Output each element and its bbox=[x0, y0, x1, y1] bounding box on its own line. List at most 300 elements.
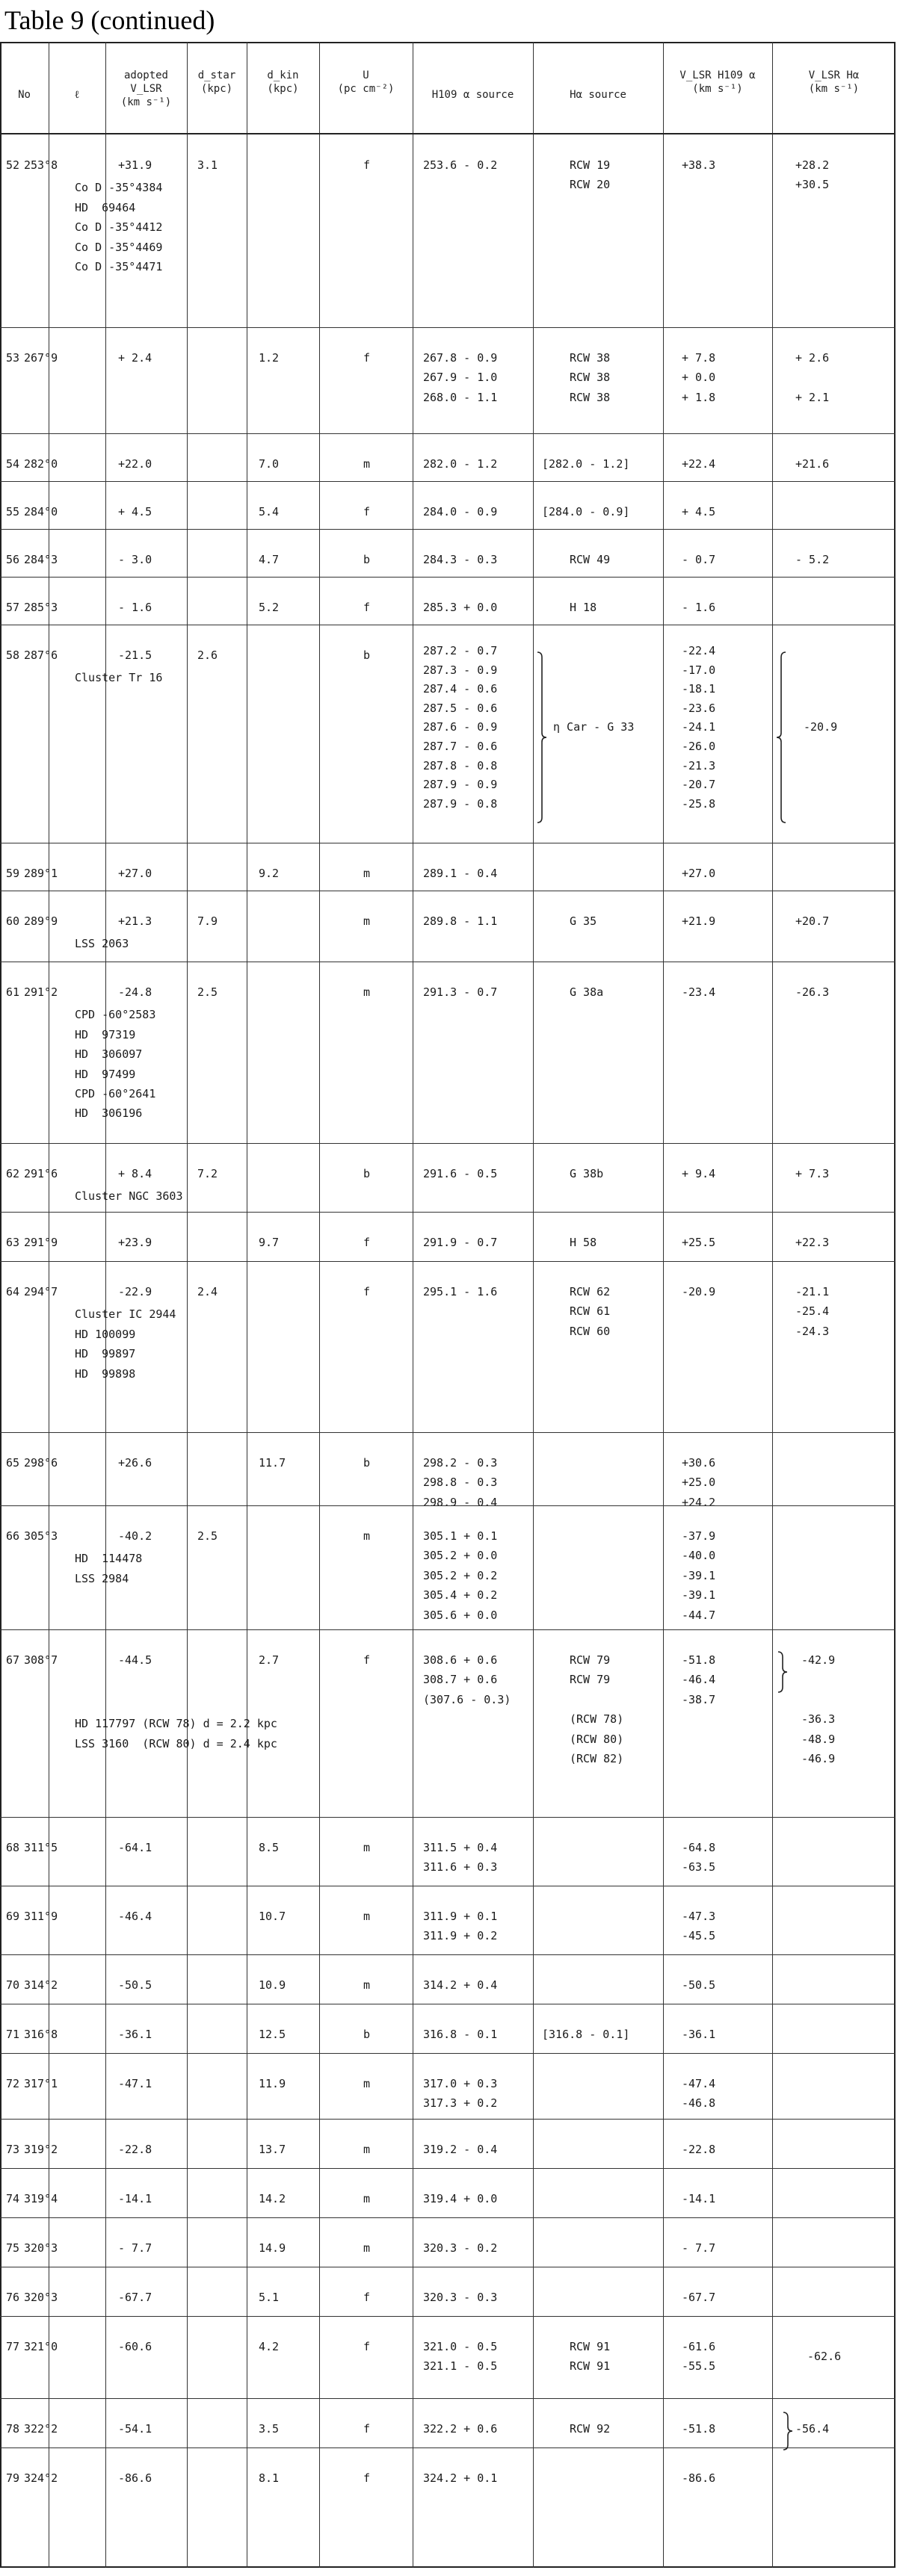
kinematic-distance: 9.7 bbox=[259, 1236, 280, 1249]
halpha-source: RCW 79 bbox=[570, 1673, 611, 1687]
star-identifier: HD 306097 bbox=[75, 1047, 143, 1062]
halpha-velocity: -42.9 bbox=[801, 1653, 836, 1667]
row-divider bbox=[0, 327, 896, 328]
h109-velocity: + 7.8 bbox=[682, 351, 716, 365]
halpha-velocity: +22.3 bbox=[795, 1236, 830, 1249]
adopted-velocity: -46.4 bbox=[118, 1910, 152, 1923]
h109-source: 287.9 - 0.9 bbox=[423, 778, 498, 792]
h109-velocity: -44.7 bbox=[682, 1608, 716, 1622]
h109-source: 268.0 - 1.1 bbox=[423, 390, 498, 404]
star-identifier: Co D -35°4471 bbox=[75, 259, 163, 273]
galactic-longitude: 319°4 bbox=[24, 2192, 58, 2205]
h109-velocity: -47.4 bbox=[682, 2077, 716, 2090]
h109-velocity: -50.5 bbox=[682, 1978, 716, 1992]
halpha-velocity: - 5.2 bbox=[795, 553, 830, 566]
halpha-velocity: + 7.3 bbox=[795, 1167, 830, 1180]
h109-source: 311.5 + 0.4 bbox=[423, 1841, 498, 1854]
galactic-longitude: 287°6 bbox=[24, 648, 58, 662]
h109-source: 291.6 - 0.5 bbox=[423, 1167, 498, 1180]
halpha-source: RCW 38 bbox=[570, 390, 611, 404]
h109-source: 322.2 + 0.6 bbox=[423, 2422, 498, 2436]
h109-source: 320.3 - 0.3 bbox=[423, 2291, 498, 2304]
row-number: 60 bbox=[6, 914, 20, 928]
h109-source: 267.9 - 1.0 bbox=[423, 371, 498, 385]
halpha-source: η Car - G 33 bbox=[553, 720, 635, 734]
adopted-velocity: -22.9 bbox=[118, 1285, 152, 1298]
h109-velocity: -47.3 bbox=[682, 1910, 716, 1923]
h109-velocity: - 0.7 bbox=[682, 553, 716, 566]
halpha-source: RCW 60 bbox=[570, 1324, 611, 1338]
h109-source: 321.1 - 0.5 bbox=[423, 2359, 498, 2374]
star-identifier: Cluster NGC 3603 bbox=[75, 1189, 183, 1204]
h109-velocity: -20.9 bbox=[682, 1285, 716, 1298]
header-u: U (pc cm⁻²) bbox=[337, 69, 395, 95]
h109-velocity: -39.1 bbox=[682, 1588, 716, 1603]
h109-velocity: -26.0 bbox=[682, 740, 716, 753]
excitation-parameter: f bbox=[363, 2471, 371, 2485]
halpha-velocity: +20.7 bbox=[795, 914, 830, 928]
galactic-longitude: 311°9 bbox=[24, 1910, 58, 1923]
h109-velocity: -46.4 bbox=[682, 1673, 716, 1687]
row-divider bbox=[0, 481, 896, 482]
galactic-longitude: 317°1 bbox=[24, 2077, 58, 2090]
halpha-velocity: -62.6 bbox=[807, 2350, 842, 2364]
h109-source: 267.8 - 0.9 bbox=[423, 351, 498, 365]
star-identifier: HD 114478 bbox=[75, 1552, 143, 1566]
star-identifier: HD 69464 bbox=[75, 200, 136, 214]
kinematic-distance: 5.4 bbox=[259, 505, 280, 518]
galactic-longitude: 316°8 bbox=[24, 2028, 58, 2041]
adopted-velocity: -50.5 bbox=[118, 1978, 152, 1992]
halpha-velocity: -20.9 bbox=[804, 720, 838, 734]
h109-velocity: -51.8 bbox=[682, 1653, 716, 1667]
halpha-source: RCW 91 bbox=[570, 2359, 611, 2374]
h109-source: 316.8 - 0.1 bbox=[423, 2028, 498, 2041]
h109-source: 311.9 + 0.1 bbox=[423, 1910, 498, 1923]
h109-velocity: +30.6 bbox=[682, 1456, 716, 1470]
kinematic-distance: 11.9 bbox=[259, 2077, 286, 2090]
h109-velocity: -25.8 bbox=[682, 796, 716, 811]
halpha-source: RCW 19 bbox=[570, 158, 611, 172]
row-number: 72 bbox=[6, 2077, 20, 2090]
excitation-parameter: b bbox=[363, 648, 371, 662]
h109-source: 305.2 + 0.0 bbox=[423, 1549, 498, 1563]
brace-left bbox=[776, 651, 786, 826]
halpha-source: [316.8 - 0.1] bbox=[542, 2028, 630, 2041]
h109-velocity: +21.9 bbox=[682, 914, 716, 928]
row-number: 66 bbox=[6, 1529, 20, 1543]
h109-source: 308.6 + 0.6 bbox=[423, 1653, 498, 1667]
star-identifier: LSS 2063 bbox=[75, 937, 129, 951]
h109-velocity: -23.6 bbox=[682, 701, 716, 715]
column-divider bbox=[663, 42, 664, 2568]
halpha-velocity: -48.9 bbox=[801, 1732, 836, 1746]
h109-velocity: +25.5 bbox=[682, 1236, 716, 1249]
header-v_adopted: adopted V_LSR (km s⁻¹) bbox=[120, 69, 172, 108]
row-divider bbox=[0, 2398, 896, 2399]
row-divider bbox=[0, 2168, 896, 2169]
h109-source: 321.0 - 0.5 bbox=[423, 2340, 498, 2353]
star-identifier: HD 306196 bbox=[75, 1106, 143, 1121]
star-identifier: HD 100099 bbox=[75, 1327, 136, 1341]
column-divider bbox=[772, 42, 773, 2568]
h109-source: 284.0 - 0.9 bbox=[423, 505, 498, 518]
excitation-parameter: f bbox=[363, 2340, 371, 2353]
galactic-longitude: 291°6 bbox=[24, 1167, 58, 1180]
header-no: No bbox=[18, 89, 31, 101]
row-divider bbox=[0, 1817, 896, 1818]
kinematic-distance: 3.5 bbox=[259, 2422, 280, 2436]
h109-source: 319.4 + 0.0 bbox=[423, 2192, 498, 2205]
row-number: 65 bbox=[6, 1456, 20, 1470]
table-title: Table 9 (continued) bbox=[4, 5, 215, 35]
row-number: 52 bbox=[6, 158, 20, 172]
halpha-velocity: -46.9 bbox=[801, 1752, 836, 1765]
h109-velocity: - 7.7 bbox=[682, 2241, 716, 2255]
header-dkin: d_kin (kpc) bbox=[267, 69, 299, 95]
galactic-longitude: 298°6 bbox=[24, 1456, 58, 1470]
star-identifier: Co D -35°4412 bbox=[75, 220, 163, 235]
h109-velocity: +27.0 bbox=[682, 867, 716, 880]
h109-velocity: -40.0 bbox=[682, 1549, 716, 1563]
header-h109: H109 α source bbox=[431, 89, 514, 101]
halpha-velocity: -25.4 bbox=[795, 1304, 830, 1319]
galactic-longitude: 285°3 bbox=[24, 601, 58, 614]
halpha-source: (RCW 80) bbox=[570, 1732, 624, 1746]
halpha-source: G 38a bbox=[570, 985, 604, 999]
galactic-longitude: 284°3 bbox=[24, 553, 58, 566]
halpha-source: G 38b bbox=[570, 1167, 604, 1180]
halpha-velocity: +28.2 bbox=[795, 158, 830, 172]
h109-source: 284.3 - 0.3 bbox=[423, 553, 498, 566]
galactic-longitude: 320°3 bbox=[24, 2241, 58, 2255]
row-number: 74 bbox=[6, 2192, 20, 2205]
h109-velocity: + 9.4 bbox=[682, 1167, 716, 1180]
row-number: 68 bbox=[6, 1841, 20, 1854]
row-divider bbox=[0, 2053, 896, 2054]
galactic-longitude: 253°8 bbox=[24, 158, 58, 172]
h109-source: 314.2 + 0.4 bbox=[423, 1978, 498, 1992]
stellar-distance: 2.5 bbox=[197, 1529, 218, 1543]
kinematic-distance: 8.1 bbox=[259, 2471, 280, 2485]
row-divider bbox=[0, 1261, 896, 1262]
galactic-longitude: 305°3 bbox=[24, 1529, 58, 1543]
kinematic-distance: 5.2 bbox=[259, 601, 280, 614]
row-number: 62 bbox=[6, 1167, 20, 1180]
halpha-velocity: +30.5 bbox=[795, 178, 830, 192]
row-number: 79 bbox=[6, 2471, 20, 2485]
row-number: 71 bbox=[6, 2028, 20, 2041]
excitation-parameter: m bbox=[363, 914, 371, 928]
row-divider bbox=[0, 1505, 896, 1506]
halpha-velocity: -36.3 bbox=[801, 1712, 836, 1727]
row-divider bbox=[0, 1954, 896, 1955]
halpha-velocity: + 2.1 bbox=[795, 390, 830, 404]
adopted-velocity: -54.1 bbox=[118, 2422, 152, 2436]
adopted-velocity: +21.3 bbox=[118, 914, 152, 928]
brace-right bbox=[783, 2412, 793, 2453]
row-divider bbox=[0, 433, 896, 434]
h109-source: 285.3 + 0.0 bbox=[423, 601, 498, 614]
row-number: 69 bbox=[6, 1910, 20, 1923]
h109-source: 311.6 + 0.3 bbox=[423, 1860, 498, 1874]
galactic-longitude: 324°2 bbox=[24, 2471, 58, 2485]
kinematic-distance: 4.2 bbox=[259, 2340, 280, 2353]
kinematic-distance: 11.7 bbox=[259, 1456, 286, 1470]
row-divider bbox=[0, 577, 896, 578]
adopted-velocity: - 1.6 bbox=[118, 601, 152, 614]
h109-velocity: +38.3 bbox=[682, 158, 716, 172]
h109-source: 305.6 + 0.0 bbox=[423, 1608, 498, 1622]
h109-velocity: -17.0 bbox=[682, 663, 716, 677]
row-divider bbox=[0, 2316, 896, 2317]
adopted-velocity: -44.5 bbox=[118, 1653, 152, 1667]
excitation-parameter: m bbox=[363, 1910, 371, 1923]
star-identifier: Cluster Tr 16 bbox=[75, 671, 163, 685]
halpha-source: (RCW 82) bbox=[570, 1752, 624, 1765]
row-number: 75 bbox=[6, 2241, 20, 2255]
stellar-distance: 2.6 bbox=[197, 648, 218, 662]
row-number: 70 bbox=[6, 1978, 20, 1992]
adopted-velocity: + 8.4 bbox=[118, 1167, 152, 1180]
star-identifier: CPD -60°2641 bbox=[75, 1086, 156, 1100]
halpha-velocity: -21.1 bbox=[795, 1285, 830, 1298]
galactic-longitude: 319°2 bbox=[24, 2143, 58, 2156]
stellar-distance: 7.2 bbox=[197, 1167, 218, 1180]
h109-velocity: -86.6 bbox=[682, 2471, 716, 2485]
halpha-source: RCW 20 bbox=[570, 178, 611, 192]
adopted-velocity: -40.2 bbox=[118, 1529, 152, 1543]
h109-source: 253.6 - 0.2 bbox=[423, 158, 498, 172]
h109-velocity: +25.0 bbox=[682, 1476, 716, 1490]
kinematic-distance: 7.0 bbox=[259, 457, 280, 471]
header-l: ℓ bbox=[74, 89, 80, 101]
stellar-distance: 2.5 bbox=[197, 985, 218, 999]
galactic-longitude: 308°7 bbox=[24, 1653, 58, 1667]
h109-velocity: -46.8 bbox=[682, 2096, 716, 2111]
excitation-parameter: f bbox=[363, 601, 371, 614]
stellar-distance: 7.9 bbox=[197, 914, 218, 928]
kinematic-distance: 13.7 bbox=[259, 2143, 286, 2156]
h109-velocity: -38.7 bbox=[682, 1692, 716, 1706]
h109-velocity: -24.1 bbox=[682, 720, 716, 734]
excitation-parameter: b bbox=[363, 1167, 371, 1180]
header-divider bbox=[0, 133, 896, 134]
h109-velocity: -63.5 bbox=[682, 1860, 716, 1874]
h109-source: 287.6 - 0.9 bbox=[423, 720, 498, 734]
h109-source: 289.1 - 0.4 bbox=[423, 867, 498, 880]
halpha-source: RCW 92 bbox=[570, 2422, 611, 2436]
h109-source: 317.0 + 0.3 bbox=[423, 2077, 498, 2090]
excitation-parameter: m bbox=[363, 985, 371, 999]
galactic-longitude: 320°3 bbox=[24, 2291, 58, 2304]
h109-velocity: -37.9 bbox=[682, 1529, 716, 1543]
row-number: 56 bbox=[6, 553, 20, 566]
star-identifier: LSS 3160 (RCW 80) d = 2.4 kpc bbox=[75, 1736, 277, 1750]
excitation-parameter: b bbox=[363, 2028, 371, 2041]
header-v_ha: V_LSR Hα (km s⁻¹) bbox=[808, 69, 860, 95]
galactic-longitude: 294°7 bbox=[24, 1285, 58, 1298]
kinematic-distance: 12.5 bbox=[259, 2028, 286, 2041]
galactic-longitude: 267°9 bbox=[24, 351, 58, 365]
h109-source: 287.2 - 0.7 bbox=[423, 644, 498, 657]
excitation-parameter: m bbox=[363, 2192, 371, 2205]
h109-source: 287.5 - 0.6 bbox=[423, 701, 498, 715]
row-divider bbox=[0, 529, 896, 530]
galactic-longitude: 284°0 bbox=[24, 505, 58, 518]
h109-velocity: + 0.0 bbox=[682, 371, 716, 385]
halpha-source: RCW 79 bbox=[570, 1653, 611, 1667]
row-number: 63 bbox=[6, 1236, 20, 1249]
excitation-parameter: b bbox=[363, 1456, 371, 1470]
adopted-velocity: +23.9 bbox=[118, 1236, 152, 1249]
galactic-longitude: 291°9 bbox=[24, 1236, 58, 1249]
row-number: 76 bbox=[6, 2291, 20, 2304]
halpha-source: RCW 61 bbox=[570, 1304, 611, 1319]
halpha-source: (RCW 78) bbox=[570, 1712, 624, 1727]
row-number: 64 bbox=[6, 1285, 20, 1298]
h109-velocity: -45.5 bbox=[682, 1929, 716, 1943]
adopted-velocity: -21.5 bbox=[118, 648, 152, 662]
galactic-longitude: 321°0 bbox=[24, 2340, 58, 2353]
halpha-velocity: +21.6 bbox=[795, 457, 830, 471]
adopted-velocity: +27.0 bbox=[118, 867, 152, 880]
h109-source: 319.2 - 0.4 bbox=[423, 2143, 498, 2156]
kinematic-distance: 5.1 bbox=[259, 2291, 280, 2304]
h109-source: 287.4 - 0.6 bbox=[423, 682, 498, 696]
galactic-longitude: 291°2 bbox=[24, 985, 58, 999]
h109-velocity: -18.1 bbox=[682, 682, 716, 696]
adopted-velocity: -24.8 bbox=[118, 985, 152, 999]
adopted-velocity: + 2.4 bbox=[118, 351, 152, 365]
kinematic-distance: 1.2 bbox=[259, 351, 280, 365]
star-identifier: LSS 2984 bbox=[75, 1571, 129, 1585]
stellar-distance: 2.4 bbox=[197, 1285, 218, 1298]
halpha-source: RCW 38 bbox=[570, 371, 611, 385]
kinematic-distance: 9.2 bbox=[259, 867, 280, 880]
h109-source: 311.9 + 0.2 bbox=[423, 1929, 498, 1943]
row-number: 53 bbox=[6, 351, 20, 365]
kinematic-distance: 2.7 bbox=[259, 1653, 280, 1667]
galactic-longitude: 322°2 bbox=[24, 2422, 58, 2436]
row-number: 55 bbox=[6, 505, 20, 518]
adopted-velocity: -67.7 bbox=[118, 2291, 152, 2304]
h109-velocity: -61.6 bbox=[682, 2340, 716, 2353]
halpha-velocity: + 2.6 bbox=[795, 351, 830, 365]
star-identifier: Co D -35°4469 bbox=[75, 240, 163, 254]
h109-velocity: - 1.6 bbox=[682, 601, 716, 614]
row-divider bbox=[0, 2119, 896, 2120]
row-number: 73 bbox=[6, 2143, 20, 2156]
adopted-velocity: -14.1 bbox=[118, 2192, 152, 2205]
excitation-parameter: f bbox=[363, 505, 371, 518]
halpha-source: RCW 38 bbox=[570, 351, 611, 365]
excitation-parameter: f bbox=[363, 2291, 371, 2304]
h109-velocity: +24.2 bbox=[682, 1495, 716, 1509]
adopted-velocity: + 4.5 bbox=[118, 505, 152, 518]
excitation-parameter: m bbox=[363, 1978, 371, 1992]
star-identifier: Cluster IC 2944 bbox=[75, 1307, 176, 1322]
halpha-velocity: -26.3 bbox=[795, 985, 830, 999]
column-divider bbox=[187, 42, 188, 2568]
h109-source: 305.2 + 0.2 bbox=[423, 1568, 498, 1582]
star-identifier: HD 97499 bbox=[75, 1067, 136, 1081]
galactic-longitude: 311°5 bbox=[24, 1841, 58, 1854]
h109-velocity: -20.7 bbox=[682, 778, 716, 792]
header-v_h109: V_LSR H109 α (km s⁻¹) bbox=[679, 69, 756, 95]
excitation-parameter: f bbox=[363, 351, 371, 365]
column-divider bbox=[319, 42, 320, 2568]
header-ha: Hα source bbox=[570, 89, 626, 101]
row-divider bbox=[0, 1143, 896, 1144]
halpha-source: RCW 62 bbox=[570, 1285, 611, 1298]
h109-source: 287.8 - 0.8 bbox=[423, 758, 498, 773]
kinematic-distance: 4.7 bbox=[259, 553, 280, 566]
h109-velocity: -39.1 bbox=[682, 1568, 716, 1582]
h109-source: 298.9 - 0.4 bbox=[423, 1495, 498, 1509]
excitation-parameter: m bbox=[363, 2241, 371, 2255]
halpha-source: RCW 91 bbox=[570, 2340, 611, 2353]
excitation-parameter: b bbox=[363, 553, 371, 566]
h109-velocity: -64.8 bbox=[682, 1841, 716, 1854]
adopted-velocity: -86.6 bbox=[118, 2471, 152, 2485]
row-number: 77 bbox=[6, 2340, 20, 2353]
adopted-velocity: +31.9 bbox=[118, 158, 152, 172]
row-number: 54 bbox=[6, 457, 20, 471]
stellar-distance: 3.1 bbox=[197, 158, 218, 172]
excitation-parameter: f bbox=[363, 158, 371, 172]
halpha-source: RCW 49 bbox=[570, 553, 611, 566]
h109-source: 308.7 + 0.6 bbox=[423, 1673, 498, 1687]
halpha-source: [284.0 - 0.9] bbox=[542, 505, 630, 518]
adopted-velocity: - 7.7 bbox=[118, 2241, 152, 2255]
kinematic-distance: 10.9 bbox=[259, 1978, 286, 1992]
row-divider bbox=[0, 1629, 896, 1630]
galactic-longitude: 314°2 bbox=[24, 1978, 58, 1992]
row-number: 58 bbox=[6, 648, 20, 662]
h109-source: 320.3 - 0.2 bbox=[423, 2241, 498, 2255]
excitation-parameter: f bbox=[363, 1653, 371, 1667]
excitation-parameter: m bbox=[363, 2143, 371, 2156]
h109-source: (307.6 - 0.3) bbox=[423, 1692, 511, 1706]
star-identifier: HD 99898 bbox=[75, 1366, 136, 1381]
h109-velocity: + 4.5 bbox=[682, 505, 716, 518]
h109-source: 291.3 - 0.7 bbox=[423, 985, 498, 999]
halpha-velocity: -24.3 bbox=[795, 1324, 830, 1338]
halpha-source: [282.0 - 1.2] bbox=[542, 457, 630, 471]
kinematic-distance: 14.2 bbox=[259, 2192, 286, 2205]
column-divider bbox=[533, 42, 534, 2568]
kinematic-distance: 14.9 bbox=[259, 2241, 286, 2255]
brace-right bbox=[537, 651, 547, 826]
h109-velocity: -22.4 bbox=[682, 644, 716, 657]
adopted-velocity: -22.8 bbox=[118, 2143, 152, 2156]
h109-source: 287.7 - 0.6 bbox=[423, 740, 498, 753]
h109-source: 289.8 - 1.1 bbox=[423, 914, 498, 928]
star-identifier: HD 117797 (RCW 78) d = 2.2 kpc bbox=[75, 1717, 277, 1731]
h109-source: 282.0 - 1.2 bbox=[423, 457, 498, 471]
h109-velocity: -55.5 bbox=[682, 2359, 716, 2374]
row-divider bbox=[0, 2447, 896, 2448]
galactic-longitude: 289°1 bbox=[24, 867, 58, 880]
halpha-source: H 58 bbox=[570, 1236, 597, 1249]
h109-velocity: -23.4 bbox=[682, 985, 716, 999]
adopted-velocity: +26.6 bbox=[118, 1456, 152, 1470]
row-divider bbox=[0, 1432, 896, 1433]
adopted-velocity: -47.1 bbox=[118, 2077, 152, 2090]
excitation-parameter: f bbox=[363, 1285, 371, 1298]
halpha-source: G 35 bbox=[570, 914, 597, 928]
